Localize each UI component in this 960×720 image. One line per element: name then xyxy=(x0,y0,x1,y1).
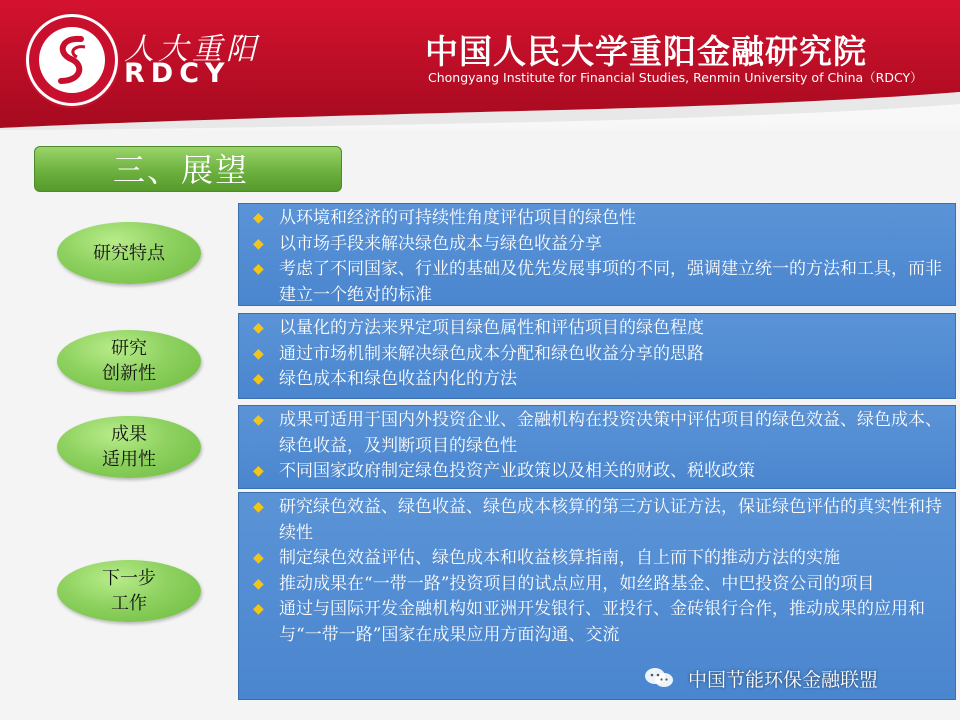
wechat-icon xyxy=(644,667,674,689)
watermark-text: 中国节能环保金融联盟 xyxy=(688,668,879,691)
diamond-bullet-icon: ◆ xyxy=(253,235,264,252)
list-item: ◆ 不同国家政府制定绿色投资产业政策以及相关的财政、税收政策 xyxy=(247,459,947,485)
logo-english-name: RDCY xyxy=(124,58,231,89)
list-item: ◆ 以市场手段来解决绿色成本与绿色收益分享 xyxy=(247,232,947,258)
diamond-bullet-icon: ◆ xyxy=(253,345,264,362)
institute-chinese-name: 中国人民大学重阳金融研究院 xyxy=(425,32,867,71)
wechat-watermark xyxy=(644,664,878,692)
content-box-applicability xyxy=(238,405,956,489)
row-label-next-steps xyxy=(57,560,201,622)
row-label-text: 研究特点 xyxy=(93,242,165,264)
diamond-bullet-icon: ◆ xyxy=(253,261,264,277)
row-label-innovation xyxy=(57,330,201,392)
institute-english-name: Chongyang Institute for Financial Studies, Renmin University of China（RDCY） xyxy=(428,70,923,85)
diamond-bullet-icon: ◆ xyxy=(253,371,264,387)
diamond-bullet-icon: ◆ xyxy=(253,210,264,226)
list-item: ◆ 推动成果在“一带一路”投资项目的试点应用，如丝路基金、中巴投资公司的项目 xyxy=(247,572,947,598)
list-item: ◆ 以量化的方法来界定项目绿色属性和评估项目的绿色程度 xyxy=(247,316,947,342)
diamond-bullet-icon: ◆ xyxy=(253,601,264,617)
diamond-bullet-icon: ◆ xyxy=(253,463,264,479)
row-label-text: 下一步 工作 xyxy=(102,568,156,614)
content-box-research-features xyxy=(238,203,956,306)
diamond-bullet-icon: ◆ xyxy=(253,412,264,428)
section-title: 三、展望 xyxy=(34,146,342,192)
row-label-research-features xyxy=(57,222,201,284)
list-item: ◆ 成果可适用于国内外投资企业、金融机构在投资决策中评估项目的绿色效益、绿色成本、绿色收益，及判断项目的绿色性 xyxy=(253,410,942,456)
diamond-bullet-icon: ◆ xyxy=(253,499,264,515)
list-item: ◆ 从环境和经济的可持续性角度评估项目的绿色性 xyxy=(247,206,947,232)
header-banner xyxy=(0,0,960,130)
row-label-applicability xyxy=(57,416,201,478)
list-item: ◆ 通过与国际开发金融机构如亚洲开发银行、亚投行、金砖银行合作，推动成果的应用和与“一带一路”国家在成果应用方面沟通、交流 xyxy=(253,599,925,645)
content-box-innovation xyxy=(238,313,956,399)
diamond-bullet-icon: ◆ xyxy=(253,575,264,592)
list-item: ◆ 通过市场机制来解决绿色成本分配和绿色收益分享的思路 xyxy=(247,342,947,368)
row-label-text: 研究 创新性 xyxy=(102,338,156,384)
row-label-text: 成果 适用性 xyxy=(102,424,156,470)
list-item: ◆ 绿色成本和绿色收益内化的方法 xyxy=(247,367,947,393)
diamond-bullet-icon: ◆ xyxy=(253,550,264,566)
list-item: ◆ 研究绿色效益、绿色收益、绿色成本核算的第三方认证方法，保证绿色评估的真实性和持续性 xyxy=(253,497,942,543)
rdcy-logo xyxy=(26,14,118,106)
diamond-bullet-icon: ◆ xyxy=(253,320,264,336)
list-item: ◆ 考虑了不同国家、行业的基础及优先发展事项的不同，强调建立统一的方法和工具，而非建立一个绝对的标准 xyxy=(253,259,942,305)
list-item: ◆ 制定绿色效益评估、绿色成本和收益核算指南，自上而下的推动方法的实施 xyxy=(247,546,947,572)
logo-chinese-name: 人大重阳 xyxy=(124,32,260,67)
